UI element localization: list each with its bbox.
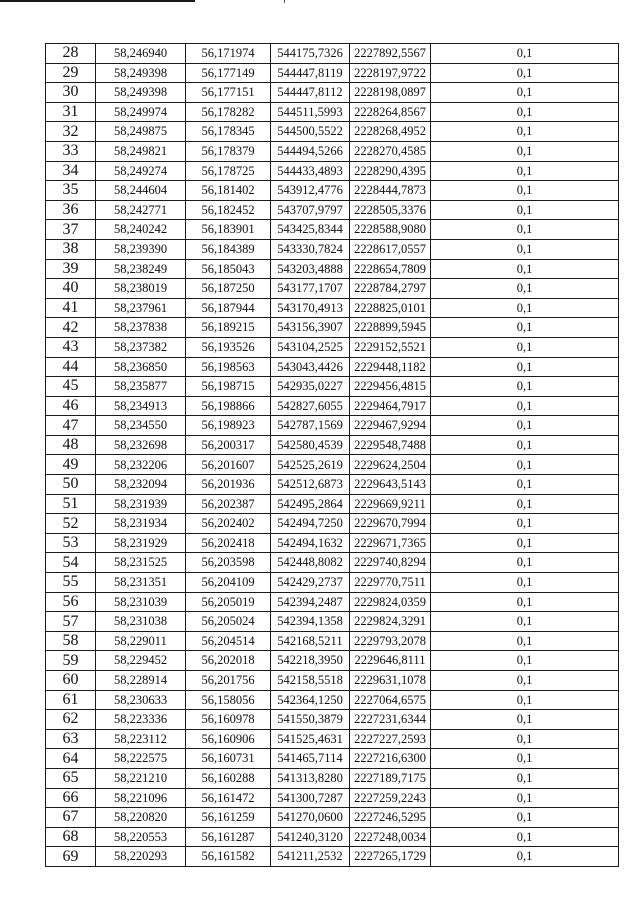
y-coordinate-cell: 2229548,7488 bbox=[350, 435, 431, 455]
latitude-cell: 58,249821 bbox=[96, 141, 186, 161]
point-number-cell: 42 bbox=[46, 318, 96, 338]
latitude-cell: 58,232698 bbox=[96, 435, 186, 455]
longitude-cell: 56,181402 bbox=[186, 181, 271, 201]
x-coordinate-cell: 543707,9797 bbox=[271, 200, 350, 220]
latitude-cell: 58,229011 bbox=[96, 631, 186, 651]
longitude-cell: 56,200317 bbox=[186, 435, 271, 455]
table-row bbox=[46, 729, 619, 749]
y-coordinate-cell: 2228268,4952 bbox=[350, 122, 431, 142]
y-coordinate-cell: 2229824,0359 bbox=[350, 592, 431, 612]
point-number-cell: 56 bbox=[46, 592, 96, 612]
table-row bbox=[46, 102, 619, 122]
latitude-cell: 58,220820 bbox=[96, 808, 186, 828]
accuracy-cell: 0,1 bbox=[431, 690, 619, 710]
y-coordinate-cell: 2228270,4585 bbox=[350, 141, 431, 161]
accuracy-cell: 0,1 bbox=[431, 396, 619, 416]
latitude-cell: 58,231939 bbox=[96, 494, 186, 514]
x-coordinate-cell: 541270,0600 bbox=[271, 808, 350, 828]
y-coordinate-cell: 2229646,8111 bbox=[350, 651, 431, 671]
x-coordinate-cell: 542394,1358 bbox=[271, 612, 350, 632]
point-number-cell: 59 bbox=[46, 651, 96, 671]
latitude-cell: 58,231038 bbox=[96, 612, 186, 632]
y-coordinate-cell: 2228264,8567 bbox=[350, 102, 431, 122]
point-number-cell: 53 bbox=[46, 533, 96, 553]
point-number-cell: 48 bbox=[46, 435, 96, 455]
longitude-cell: 56,178379 bbox=[186, 141, 271, 161]
x-coordinate-cell: 544494,5266 bbox=[271, 141, 350, 161]
latitude-cell: 58,231934 bbox=[96, 514, 186, 534]
coordinates-table-body bbox=[46, 44, 619, 867]
table-row bbox=[46, 808, 619, 828]
point-number-cell: 50 bbox=[46, 475, 96, 495]
table-row bbox=[46, 612, 619, 632]
latitude-cell: 58,231929 bbox=[96, 533, 186, 553]
table-row bbox=[46, 357, 619, 377]
longitude-cell: 56,185043 bbox=[186, 259, 271, 279]
table-row bbox=[46, 847, 619, 867]
y-coordinate-cell: 2228505,3376 bbox=[350, 200, 431, 220]
x-coordinate-cell: 542580,4539 bbox=[271, 435, 350, 455]
accuracy-cell: 0,1 bbox=[431, 827, 619, 847]
x-coordinate-cell: 543330,7824 bbox=[271, 239, 350, 259]
y-coordinate-cell: 2229770,7511 bbox=[350, 573, 431, 593]
x-coordinate-cell: 542494,1632 bbox=[271, 533, 350, 553]
accuracy-cell: 0,1 bbox=[431, 749, 619, 769]
latitude-cell: 58,238019 bbox=[96, 279, 186, 299]
accuracy-cell: 0,1 bbox=[431, 710, 619, 730]
point-number-cell: 40 bbox=[46, 279, 96, 299]
table-row bbox=[46, 788, 619, 808]
accuracy-cell: 0,1 bbox=[431, 573, 619, 593]
table-row bbox=[46, 671, 619, 691]
x-coordinate-cell: 542495,2864 bbox=[271, 494, 350, 514]
latitude-cell: 58,237961 bbox=[96, 298, 186, 318]
accuracy-cell: 0,1 bbox=[431, 181, 619, 201]
x-coordinate-cell: 542787,1569 bbox=[271, 416, 350, 436]
y-coordinate-cell: 2229467,9294 bbox=[350, 416, 431, 436]
accuracy-cell: 0,1 bbox=[431, 475, 619, 495]
latitude-cell: 58,220293 bbox=[96, 847, 186, 867]
latitude-cell: 58,230633 bbox=[96, 690, 186, 710]
point-number-cell: 65 bbox=[46, 768, 96, 788]
longitude-cell: 56,177149 bbox=[186, 63, 271, 83]
longitude-cell: 56,160906 bbox=[186, 729, 271, 749]
point-number-cell: 44 bbox=[46, 357, 96, 377]
longitude-cell: 56,202402 bbox=[186, 514, 271, 534]
point-number-cell: 66 bbox=[46, 788, 96, 808]
latitude-cell: 58,229452 bbox=[96, 651, 186, 671]
longitude-cell: 56,178345 bbox=[186, 122, 271, 142]
point-number-cell: 57 bbox=[46, 612, 96, 632]
x-coordinate-cell: 543104,2525 bbox=[271, 337, 350, 357]
y-coordinate-cell: 2229670,7994 bbox=[350, 514, 431, 534]
table-row bbox=[46, 827, 619, 847]
top-tick-mark bbox=[284, 0, 285, 3]
accuracy-cell: 0,1 bbox=[431, 141, 619, 161]
x-coordinate-cell: 541525,4631 bbox=[271, 729, 350, 749]
x-coordinate-cell: 541211,2532 bbox=[271, 847, 350, 867]
table-row bbox=[46, 651, 619, 671]
table-row bbox=[46, 749, 619, 769]
accuracy-cell: 0,1 bbox=[431, 122, 619, 142]
x-coordinate-cell: 541313,8280 bbox=[271, 768, 350, 788]
accuracy-cell: 0,1 bbox=[431, 337, 619, 357]
latitude-cell: 58,223112 bbox=[96, 729, 186, 749]
x-coordinate-cell: 541300,7287 bbox=[271, 788, 350, 808]
longitude-cell: 56,193526 bbox=[186, 337, 271, 357]
y-coordinate-cell: 2228784,2797 bbox=[350, 279, 431, 299]
table-row bbox=[46, 396, 619, 416]
y-coordinate-cell: 2228825,0101 bbox=[350, 298, 431, 318]
accuracy-cell: 0,1 bbox=[431, 357, 619, 377]
accuracy-cell: 0,1 bbox=[431, 455, 619, 475]
accuracy-cell: 0,1 bbox=[431, 161, 619, 181]
x-coordinate-cell: 541240,3120 bbox=[271, 827, 350, 847]
x-coordinate-cell: 541465,7114 bbox=[271, 749, 350, 769]
table-row bbox=[46, 44, 619, 64]
latitude-cell: 58,223336 bbox=[96, 710, 186, 730]
table-row bbox=[46, 710, 619, 730]
x-coordinate-cell: 542429,2737 bbox=[271, 573, 350, 593]
table-row bbox=[46, 592, 619, 612]
x-coordinate-cell: 542218,3950 bbox=[271, 651, 350, 671]
accuracy-cell: 0,1 bbox=[431, 220, 619, 240]
point-number-cell: 34 bbox=[46, 161, 96, 181]
y-coordinate-cell: 2229456,4815 bbox=[350, 377, 431, 397]
longitude-cell: 56,202018 bbox=[186, 651, 271, 671]
y-coordinate-cell: 2228654,7809 bbox=[350, 259, 431, 279]
accuracy-cell: 0,1 bbox=[431, 671, 619, 691]
point-number-cell: 68 bbox=[46, 827, 96, 847]
latitude-cell: 58,249274 bbox=[96, 161, 186, 181]
table-row bbox=[46, 161, 619, 181]
latitude-cell: 58,232094 bbox=[96, 475, 186, 495]
longitude-cell: 56,198866 bbox=[186, 396, 271, 416]
point-number-cell: 33 bbox=[46, 141, 96, 161]
accuracy-cell: 0,1 bbox=[431, 612, 619, 632]
longitude-cell: 56,161582 bbox=[186, 847, 271, 867]
longitude-cell: 56,204109 bbox=[186, 573, 271, 593]
y-coordinate-cell: 2229824,3291 bbox=[350, 612, 431, 632]
accuracy-cell: 0,1 bbox=[431, 44, 619, 64]
x-coordinate-cell: 541550,3879 bbox=[271, 710, 350, 730]
x-coordinate-cell: 542512,6873 bbox=[271, 475, 350, 495]
table-row bbox=[46, 377, 619, 397]
accuracy-cell: 0,1 bbox=[431, 239, 619, 259]
latitude-cell: 58,249398 bbox=[96, 83, 186, 103]
longitude-cell: 56,187250 bbox=[186, 279, 271, 299]
longitude-cell: 56,203598 bbox=[186, 553, 271, 573]
longitude-cell: 56,198923 bbox=[186, 416, 271, 436]
x-coordinate-cell: 543170,4913 bbox=[271, 298, 350, 318]
accuracy-cell: 0,1 bbox=[431, 416, 619, 436]
y-coordinate-cell: 2228290,4395 bbox=[350, 161, 431, 181]
point-number-cell: 51 bbox=[46, 494, 96, 514]
y-coordinate-cell: 2229793,2078 bbox=[350, 631, 431, 651]
x-coordinate-cell: 544500,5522 bbox=[271, 122, 350, 142]
longitude-cell: 56,160731 bbox=[186, 749, 271, 769]
y-coordinate-cell: 2228617,0557 bbox=[350, 239, 431, 259]
accuracy-cell: 0,1 bbox=[431, 808, 619, 828]
accuracy-cell: 0,1 bbox=[431, 651, 619, 671]
table-row bbox=[46, 220, 619, 240]
latitude-cell: 58,236850 bbox=[96, 357, 186, 377]
x-coordinate-cell: 544447,8119 bbox=[271, 63, 350, 83]
table-row bbox=[46, 63, 619, 83]
x-coordinate-cell: 543177,1707 bbox=[271, 279, 350, 299]
point-number-cell: 43 bbox=[46, 337, 96, 357]
longitude-cell: 56,187944 bbox=[186, 298, 271, 318]
longitude-cell: 56,161472 bbox=[186, 788, 271, 808]
table-row bbox=[46, 416, 619, 436]
accuracy-cell: 0,1 bbox=[431, 200, 619, 220]
table-row bbox=[46, 298, 619, 318]
point-number-cell: 67 bbox=[46, 808, 96, 828]
accuracy-cell: 0,1 bbox=[431, 788, 619, 808]
y-coordinate-cell: 2227231,6344 bbox=[350, 710, 431, 730]
table-row bbox=[46, 200, 619, 220]
longitude-cell: 56,161287 bbox=[186, 827, 271, 847]
longitude-cell: 56,171974 bbox=[186, 44, 271, 64]
accuracy-cell: 0,1 bbox=[431, 318, 619, 338]
table-row bbox=[46, 514, 619, 534]
latitude-cell: 58,242771 bbox=[96, 200, 186, 220]
point-number-cell: 49 bbox=[46, 455, 96, 475]
latitude-cell: 58,220553 bbox=[96, 827, 186, 847]
y-coordinate-cell: 2229152,5521 bbox=[350, 337, 431, 357]
longitude-cell: 56,160288 bbox=[186, 768, 271, 788]
x-coordinate-cell: 543043,4426 bbox=[271, 357, 350, 377]
longitude-cell: 56,201756 bbox=[186, 671, 271, 691]
point-number-cell: 60 bbox=[46, 671, 96, 691]
table-row bbox=[46, 573, 619, 593]
x-coordinate-cell: 542394,2487 bbox=[271, 592, 350, 612]
top-rule-line bbox=[0, 0, 195, 2]
longitude-cell: 56,201936 bbox=[186, 475, 271, 495]
x-coordinate-cell: 544511,5993 bbox=[271, 102, 350, 122]
point-number-cell: 36 bbox=[46, 200, 96, 220]
point-number-cell: 62 bbox=[46, 710, 96, 730]
longitude-cell: 56,205019 bbox=[186, 592, 271, 612]
latitude-cell: 58,237382 bbox=[96, 337, 186, 357]
x-coordinate-cell: 542168,5211 bbox=[271, 631, 350, 651]
y-coordinate-cell: 2229643,5143 bbox=[350, 475, 431, 495]
latitude-cell: 58,222575 bbox=[96, 749, 186, 769]
latitude-cell: 58,237838 bbox=[96, 318, 186, 338]
point-number-cell: 30 bbox=[46, 83, 96, 103]
y-coordinate-cell: 2229448,1182 bbox=[350, 357, 431, 377]
y-coordinate-cell: 2227248,0034 bbox=[350, 827, 431, 847]
x-coordinate-cell: 544433,4893 bbox=[271, 161, 350, 181]
table-row bbox=[46, 337, 619, 357]
table-row bbox=[46, 533, 619, 553]
longitude-cell: 56,198563 bbox=[186, 357, 271, 377]
latitude-cell: 58,249398 bbox=[96, 63, 186, 83]
x-coordinate-cell: 543203,4888 bbox=[271, 259, 350, 279]
x-coordinate-cell: 542448,8082 bbox=[271, 553, 350, 573]
x-coordinate-cell: 544447,8112 bbox=[271, 83, 350, 103]
accuracy-cell: 0,1 bbox=[431, 631, 619, 651]
point-number-cell: 52 bbox=[46, 514, 96, 534]
table-row bbox=[46, 435, 619, 455]
latitude-cell: 58,238249 bbox=[96, 259, 186, 279]
y-coordinate-cell: 2227189,7175 bbox=[350, 768, 431, 788]
latitude-cell: 58,246940 bbox=[96, 44, 186, 64]
point-number-cell: 54 bbox=[46, 553, 96, 573]
longitude-cell: 56,202387 bbox=[186, 494, 271, 514]
point-number-cell: 61 bbox=[46, 690, 96, 710]
accuracy-cell: 0,1 bbox=[431, 592, 619, 612]
x-coordinate-cell: 542525,2619 bbox=[271, 455, 350, 475]
x-coordinate-cell: 542494,7250 bbox=[271, 514, 350, 534]
accuracy-cell: 0,1 bbox=[431, 63, 619, 83]
point-number-cell: 31 bbox=[46, 102, 96, 122]
table-row bbox=[46, 259, 619, 279]
table-row bbox=[46, 455, 619, 475]
point-number-cell: 58 bbox=[46, 631, 96, 651]
point-number-cell: 63 bbox=[46, 729, 96, 749]
x-coordinate-cell: 543425,8344 bbox=[271, 220, 350, 240]
table-row bbox=[46, 122, 619, 142]
y-coordinate-cell: 2228198,0897 bbox=[350, 83, 431, 103]
longitude-cell: 56,177151 bbox=[186, 83, 271, 103]
point-number-cell: 45 bbox=[46, 377, 96, 397]
x-coordinate-cell: 543156,3907 bbox=[271, 318, 350, 338]
y-coordinate-cell: 2229631,1078 bbox=[350, 671, 431, 691]
latitude-cell: 58,234550 bbox=[96, 416, 186, 436]
latitude-cell: 58,249974 bbox=[96, 102, 186, 122]
latitude-cell: 58,228914 bbox=[96, 671, 186, 691]
accuracy-cell: 0,1 bbox=[431, 83, 619, 103]
accuracy-cell: 0,1 bbox=[431, 435, 619, 455]
x-coordinate-cell: 542935,0227 bbox=[271, 377, 350, 397]
x-coordinate-cell: 542364,1250 bbox=[271, 690, 350, 710]
longitude-cell: 56,201607 bbox=[186, 455, 271, 475]
accuracy-cell: 0,1 bbox=[431, 298, 619, 318]
y-coordinate-cell: 2228899,5945 bbox=[350, 318, 431, 338]
table-row bbox=[46, 553, 619, 573]
accuracy-cell: 0,1 bbox=[431, 377, 619, 397]
longitude-cell: 56,189215 bbox=[186, 318, 271, 338]
point-number-cell: 37 bbox=[46, 220, 96, 240]
point-number-cell: 38 bbox=[46, 239, 96, 259]
y-coordinate-cell: 2228197,9722 bbox=[350, 63, 431, 83]
table-row bbox=[46, 239, 619, 259]
longitude-cell: 56,178282 bbox=[186, 102, 271, 122]
table-row bbox=[46, 181, 619, 201]
accuracy-cell: 0,1 bbox=[431, 768, 619, 788]
table-row bbox=[46, 318, 619, 338]
table-row bbox=[46, 631, 619, 651]
y-coordinate-cell: 2229669,9211 bbox=[350, 494, 431, 514]
accuracy-cell: 0,1 bbox=[431, 259, 619, 279]
point-number-cell: 28 bbox=[46, 44, 96, 64]
table-row bbox=[46, 141, 619, 161]
y-coordinate-cell: 2229740,8294 bbox=[350, 553, 431, 573]
longitude-cell: 56,160978 bbox=[186, 710, 271, 730]
latitude-cell: 58,221210 bbox=[96, 768, 186, 788]
point-number-cell: 47 bbox=[46, 416, 96, 436]
longitude-cell: 56,198715 bbox=[186, 377, 271, 397]
point-number-cell: 46 bbox=[46, 396, 96, 416]
accuracy-cell: 0,1 bbox=[431, 102, 619, 122]
y-coordinate-cell: 2227216,6300 bbox=[350, 749, 431, 769]
longitude-cell: 56,205024 bbox=[186, 612, 271, 632]
y-coordinate-cell: 2227064,6575 bbox=[350, 690, 431, 710]
y-coordinate-cell: 2227259,2243 bbox=[350, 788, 431, 808]
longitude-cell: 56,182452 bbox=[186, 200, 271, 220]
accuracy-cell: 0,1 bbox=[431, 494, 619, 514]
y-coordinate-cell: 2229624,2504 bbox=[350, 455, 431, 475]
y-coordinate-cell: 2229464,7917 bbox=[350, 396, 431, 416]
latitude-cell: 58,231351 bbox=[96, 573, 186, 593]
point-number-cell: 32 bbox=[46, 122, 96, 142]
coordinates-table bbox=[45, 43, 619, 867]
table-row bbox=[46, 279, 619, 299]
y-coordinate-cell: 2227892,5567 bbox=[350, 44, 431, 64]
point-number-cell: 41 bbox=[46, 298, 96, 318]
point-number-cell: 35 bbox=[46, 181, 96, 201]
longitude-cell: 56,183901 bbox=[186, 220, 271, 240]
point-number-cell: 55 bbox=[46, 573, 96, 593]
accuracy-cell: 0,1 bbox=[431, 729, 619, 749]
y-coordinate-cell: 2228588,9080 bbox=[350, 220, 431, 240]
latitude-cell: 58,249875 bbox=[96, 122, 186, 142]
y-coordinate-cell: 2228444,7873 bbox=[350, 181, 431, 201]
point-number-cell: 39 bbox=[46, 259, 96, 279]
accuracy-cell: 0,1 bbox=[431, 279, 619, 299]
y-coordinate-cell: 2227265,1729 bbox=[350, 847, 431, 867]
longitude-cell: 56,158056 bbox=[186, 690, 271, 710]
longitude-cell: 56,204514 bbox=[186, 631, 271, 651]
x-coordinate-cell: 543912,4776 bbox=[271, 181, 350, 201]
point-number-cell: 69 bbox=[46, 847, 96, 867]
point-number-cell: 64 bbox=[46, 749, 96, 769]
table-row bbox=[46, 494, 619, 514]
x-coordinate-cell: 542827,6055 bbox=[271, 396, 350, 416]
accuracy-cell: 0,1 bbox=[431, 847, 619, 867]
x-coordinate-cell: 544175,7326 bbox=[271, 44, 350, 64]
table-row bbox=[46, 768, 619, 788]
accuracy-cell: 0,1 bbox=[431, 553, 619, 573]
longitude-cell: 56,161259 bbox=[186, 808, 271, 828]
latitude-cell: 58,221096 bbox=[96, 788, 186, 808]
table-row bbox=[46, 690, 619, 710]
latitude-cell: 58,234913 bbox=[96, 396, 186, 416]
latitude-cell: 58,231525 bbox=[96, 553, 186, 573]
latitude-cell: 58,239390 bbox=[96, 239, 186, 259]
latitude-cell: 58,232206 bbox=[96, 455, 186, 475]
latitude-cell: 58,244604 bbox=[96, 181, 186, 201]
table-row bbox=[46, 475, 619, 495]
y-coordinate-cell: 2227227,2593 bbox=[350, 729, 431, 749]
latitude-cell: 58,235877 bbox=[96, 377, 186, 397]
table-row bbox=[46, 83, 619, 103]
x-coordinate-cell: 542158,5518 bbox=[271, 671, 350, 691]
longitude-cell: 56,184389 bbox=[186, 239, 271, 259]
accuracy-cell: 0,1 bbox=[431, 533, 619, 553]
accuracy-cell: 0,1 bbox=[431, 514, 619, 534]
longitude-cell: 56,178725 bbox=[186, 161, 271, 181]
longitude-cell: 56,202418 bbox=[186, 533, 271, 553]
y-coordinate-cell: 2227246,5295 bbox=[350, 808, 431, 828]
latitude-cell: 58,240242 bbox=[96, 220, 186, 240]
point-number-cell: 29 bbox=[46, 63, 96, 83]
y-coordinate-cell: 2229671,7365 bbox=[350, 533, 431, 553]
latitude-cell: 58,231039 bbox=[96, 592, 186, 612]
